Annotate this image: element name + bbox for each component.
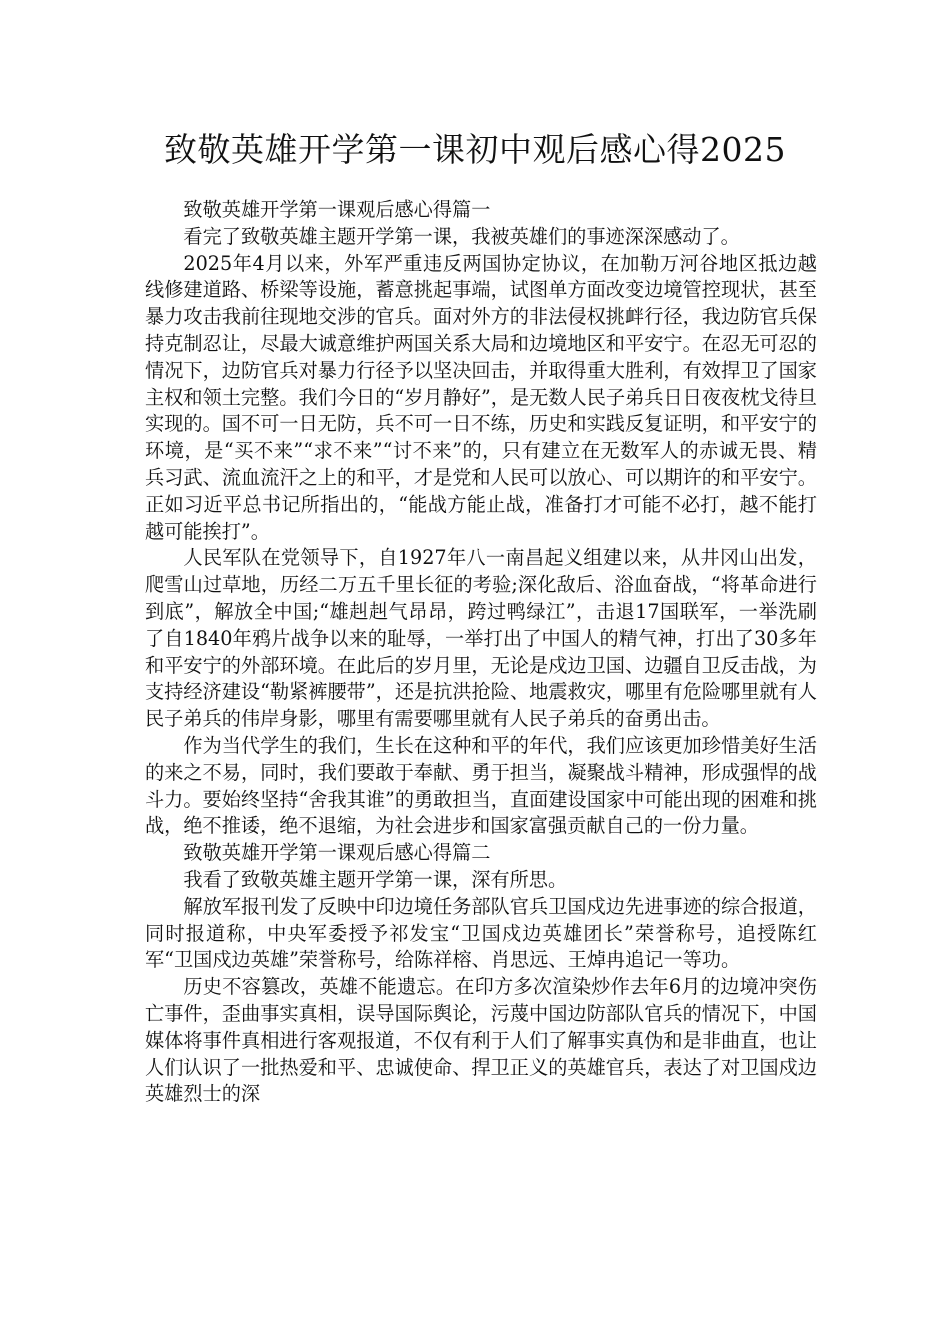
section-heading-2: 致敬英雄开学第一课观后感心得篇二 xyxy=(183,841,491,865)
paragraph: 人民军队在党领导下，自1927年八一南昌起义组建以来，从井冈山出发，爬雪山过草地，历经二万五千里长征的考验;深化敌后、浴血奋战，“将革命进行到底”，解放全中国;“雄赳赳气昂昂，跨过鸭绿江”，击退17国联军，一举洗刷了自1840年鸦片战争以来的耻辱，一举打出了中国人的精气神，打出了30多年和平安宁的外部环境。在此后的岁月里，无论是戍边卫国、边疆自卫反击战，为支持经济建设“勒紧裤腰带”，还是抗洪抢险、地震救灾，哪里有危险哪里就有人民子弟兵的伟岸身影，哪里有需要哪里就有人民子弟兵的奋勇出击。 xyxy=(145,546,817,731)
paragraph: 2025年4月以来，外军严重违反两国协定协议，在加勒万河谷地区抵边越线修建道路、桥梁等设施，蓄意挑起事端，试图单方面改变边境管控现状，甚至暴力攻击我前往现地交涉的官兵。面对外方的非法侵权挑衅行径，我边防官兵保持克制忍让，尽最大诚意维护两国关系大局和边境地区和平安宁。在忍无可忍的情况下，边防官兵对暴力行径予以坚决回击，并取得重大胜利，有效捍卫了国家主权和领土完整。我们今日的“岁月静好”，是无数人民子弟兵日日夜夜枕戈待旦实现的。国不可一日无防，兵不可一日不练，历史和实践反复证明，和平安宁的环境，是“买不来”“求不来”“讨不来”的，只有建立在无数军人的赤诚无畏、精兵习武、流血流汗之上的和平，才是党和人民可以放心、可以期许的和平安宁。正如习近平总书记所指出的，“能战方能止战，准备打才可能不必打，越不能打越可能挨打”。 xyxy=(145,251,817,543)
document-title: 致敬英雄开学第一课初中观后感心得2025 xyxy=(164,130,786,169)
paragraph: 解放军报刊发了反映中印边境任务部队官兵卫国戍边先进事迹的综合报道，同时报道称，中央军委授予祁发宝“卫国戍边英雄团长”荣誉称号，追授陈红军“卫国戍边英雄”荣誉称号，给陈祥榕、肖思远、王焯冉追记一等功。 xyxy=(145,894,817,972)
paragraph: 作为当代学生的我们，生长在这种和平的年代，我们应该更加珍惜美好生活的来之不易，同时，我们要敢于奉献、勇于担当，凝聚战斗精神，形成强悍的战斗力。要始终坚持“舍我其谁”的勇敢担当，直面建设国家中可能出现的困难和挑战，绝不推诿，绝不退缩，为社会进步和国家富强贡献自己的一份力量。 xyxy=(145,733,817,838)
document-body xyxy=(145,197,817,1108)
paragraph: 历史不容篡改，英雄不能遗忘。在印方多次渲染炒作去年6月的边境冲突伤亡事件，歪曲事实真相，误导国际舆论，污蔑中国边防部队官兵的情况下，中国媒体将事件真相进行客观报道，不仅有利于人们了解事实真伪和是非曲直，也让人们认识了一批热爱和平、忠诚使命、捍卫正义的英雄官兵，表达了对卫国戍边英雄烈士的深 xyxy=(145,975,817,1106)
paragraph: 我看了致敬英雄主题开学第一课，深有所思。 xyxy=(183,867,568,891)
paragraph: 看完了致敬英雄主题开学第一课，我被英雄们的事迹深深感动了。 xyxy=(183,224,740,248)
section-heading-1: 致敬英雄开学第一课观后感心得篇一 xyxy=(183,198,491,221)
